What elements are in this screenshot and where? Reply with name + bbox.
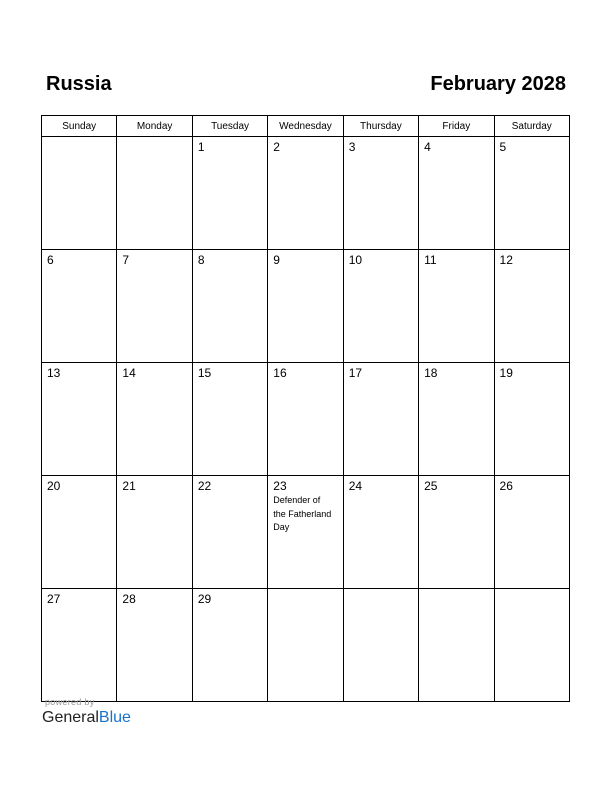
weekday-header: Thursday — [343, 116, 418, 137]
day-cell-holiday — [268, 476, 343, 589]
day-number: 10 — [348, 253, 363, 267]
day-cell — [117, 589, 192, 702]
day-cell — [192, 476, 267, 589]
weekday-header-row — [42, 116, 570, 137]
day-number: 1 — [197, 140, 205, 154]
day-cell — [117, 363, 192, 476]
weekday-header: Friday — [419, 116, 494, 137]
calendar-grid — [41, 115, 570, 702]
week-row — [42, 363, 570, 476]
day-cell — [268, 363, 343, 476]
weekday-header: Wednesday — [268, 116, 343, 137]
brand-logo[interactable] — [42, 708, 131, 728]
day-number: 23 — [273, 479, 287, 493]
day-number: 17 — [348, 366, 363, 380]
day-cell — [343, 250, 418, 363]
weekday-header: Monday — [117, 116, 192, 137]
day-cell — [268, 589, 343, 702]
day-cell — [268, 250, 343, 363]
day-cell — [343, 589, 418, 702]
day-number: 21 — [122, 479, 136, 493]
day-cell — [117, 250, 192, 363]
day-number: 5 — [499, 140, 507, 154]
day-cell — [419, 137, 494, 250]
day-cell — [419, 589, 494, 702]
day-cell — [419, 363, 494, 476]
day-cell — [494, 476, 569, 589]
day-number: 28 — [122, 592, 136, 606]
day-cell — [192, 363, 267, 476]
week-row — [42, 250, 570, 363]
day-number: 2 — [273, 140, 280, 154]
day-number: 4 — [424, 140, 431, 154]
day-cell — [192, 137, 267, 250]
day-number: 20 — [47, 479, 61, 493]
day-cell — [42, 363, 117, 476]
day-cell — [42, 476, 117, 589]
powered-by-text: powered by — [45, 697, 95, 707]
day-cell — [268, 137, 343, 250]
day-number: 12 — [499, 253, 513, 267]
day-cell — [494, 589, 569, 702]
day-cell — [117, 137, 192, 250]
month-year-title: February 2028 — [430, 73, 566, 95]
day-number: 27 — [47, 592, 61, 606]
day-cell — [494, 363, 569, 476]
day-number: 15 — [197, 366, 212, 380]
country-title: Russia — [46, 73, 112, 95]
day-cell — [192, 250, 267, 363]
day-number: 13 — [47, 366, 61, 380]
day-cell — [42, 589, 117, 702]
weekday-header: Sunday — [42, 116, 117, 137]
day-number: 3 — [348, 140, 356, 154]
day-number: 25 — [424, 479, 438, 493]
week-row — [42, 476, 570, 589]
day-cell — [343, 476, 418, 589]
day-cell — [494, 137, 569, 250]
day-cell — [42, 137, 117, 250]
day-cell — [343, 363, 418, 476]
day-cell — [494, 250, 569, 363]
day-number: 14 — [122, 366, 136, 380]
day-number: 19 — [499, 366, 513, 380]
brand-name-part1: General — [42, 709, 99, 726]
holiday-label: Defender of the Fatherland Day — [273, 495, 332, 532]
day-number: 24 — [348, 479, 363, 493]
day-cell — [117, 476, 192, 589]
weekday-header: Saturday — [494, 116, 569, 137]
day-number: 7 — [122, 253, 130, 267]
week-row — [42, 137, 570, 250]
day-cell — [192, 589, 267, 702]
day-cell — [343, 137, 418, 250]
weekday-header: Tuesday — [192, 116, 267, 137]
brand-name-part2: Blue — [98, 709, 131, 726]
day-number: 8 — [197, 253, 205, 267]
day-cell — [42, 250, 117, 363]
day-number: 16 — [273, 366, 287, 380]
day-number: 9 — [273, 253, 280, 267]
day-number: 22 — [197, 479, 212, 493]
day-number: 29 — [197, 592, 212, 606]
day-number: 11 — [424, 253, 437, 267]
day-cell — [419, 250, 494, 363]
day-cell — [419, 476, 494, 589]
day-number: 26 — [499, 479, 513, 493]
day-number: 6 — [47, 253, 54, 267]
week-row — [42, 589, 570, 702]
day-number: 18 — [424, 366, 438, 380]
